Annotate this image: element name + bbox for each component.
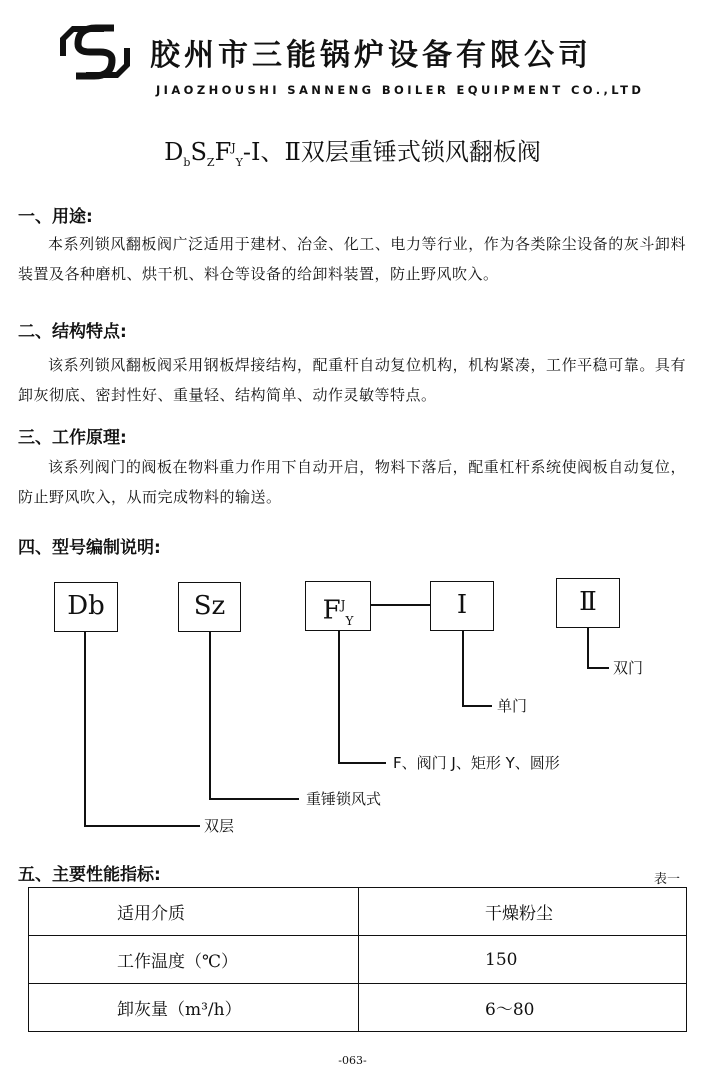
label-weight-lock: 重锤锁风式	[306, 790, 382, 808]
leader-ii-vertical	[587, 628, 589, 668]
label-valve-shape: F、阀门 J、矩形 Y、圆形	[393, 754, 560, 772]
section-text-structure: 该系列锁风翻板阀采用钢板焊接结构，配重杆自动复位机构，机构紧凑，工作平稳可靠。具有卸灰彻底、密封性好、重量轻、结构简单、动作灵敏等特点。	[18, 356, 686, 404]
company-logo	[56, 22, 134, 82]
label-single-door: 单门	[497, 697, 528, 715]
company-name-en: JIAOZHOUSHI SANNENG BOILER EQUIPMENT CO.,LTD	[156, 83, 645, 97]
performance-table	[28, 887, 687, 1032]
section-heading-usage: 一、用途:	[18, 207, 93, 227]
table-cell-value: 干燥粉尘	[359, 888, 687, 936]
table-cell-value: 6～80	[359, 984, 687, 1032]
table-cell-name: 工作温度（℃）	[29, 936, 359, 984]
table-cell-name: 卸灰量（m³/h）	[29, 984, 359, 1032]
company-name-cn: 胶州市三能锅炉设备有限公司	[150, 38, 592, 73]
table-cell-value: 150	[359, 936, 687, 984]
table-row	[29, 888, 687, 936]
leader-f-vertical	[338, 631, 340, 763]
model-box-i: Ⅰ	[430, 581, 494, 631]
leader-db-horizontal	[84, 825, 200, 827]
page-number: -063-	[338, 1054, 367, 1067]
section-heading-structure: 二、结构特点:	[18, 322, 127, 342]
leader-sz-horizontal	[209, 798, 299, 800]
leader-f-horizontal	[338, 762, 386, 764]
table-note: 表一	[654, 872, 681, 887]
label-double-layer: 双层	[204, 817, 235, 835]
leader-ii-horizontal	[587, 667, 609, 669]
table-row	[29, 936, 687, 984]
leader-i-vertical	[462, 631, 464, 706]
label-double-door: 双门	[613, 659, 644, 677]
document-title: $D_bS_ZF^J_Y-Ⅰ$、Ⅱ双层重锤式锁风翻板阀	[164, 138, 541, 169]
leader-db-vertical	[84, 632, 86, 826]
section-text-principle: 该系列阀门的阀板在物料重力作用下自动开启，物料下落后，配重杠杆系统使阀板自动复位，防止野风吹入，从而完成物料的输送。	[18, 458, 686, 506]
leader-sz-vertical	[209, 632, 211, 799]
section-heading-model: 四、型号编制说明:	[18, 538, 161, 558]
connector-f-i	[371, 604, 430, 606]
table-row	[29, 984, 687, 1032]
model-box-ii: Ⅱ	[556, 578, 620, 628]
model-box-sz: Sz	[178, 582, 241, 632]
section-heading-principle: 三、工作原理:	[18, 428, 127, 448]
table-cell-name: 适用介质	[29, 888, 359, 936]
model-box-db: Db	[54, 582, 118, 632]
model-box-f: $F^J_Y$	[305, 581, 371, 631]
section-text-usage: 本系列锁风翻板阀广泛适用于建材、冶金、化工、电力等行业，作为各类除尘设备的灰斗卸料装置及各种磨机、烘干机、料仓等设备的给卸料装置，防止野风吹入。	[18, 235, 686, 283]
section-heading-performance: 五、主要性能指标:	[18, 865, 161, 885]
leader-i-horizontal	[462, 705, 492, 707]
